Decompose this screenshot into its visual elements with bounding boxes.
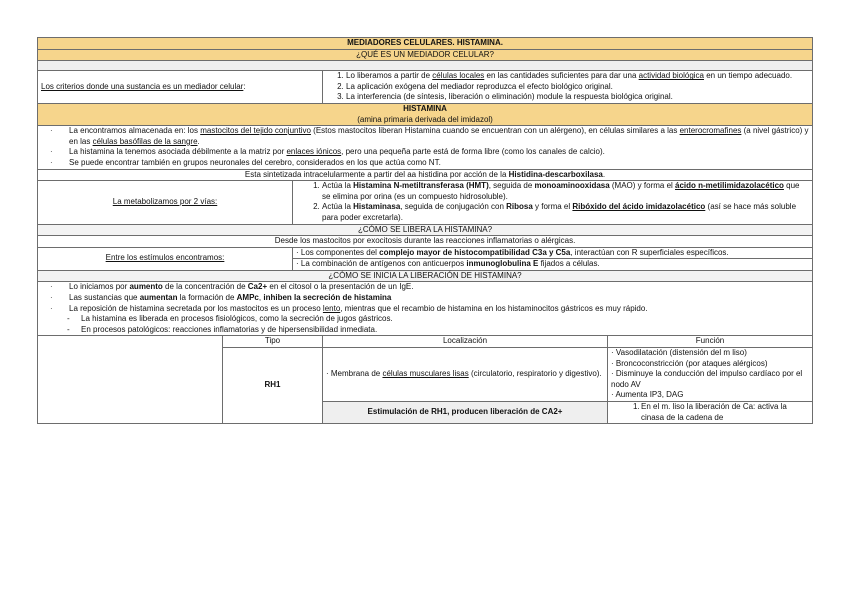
receptor-function-cell: [608, 348, 813, 402]
criteria-text: en las cantidades suficientes para dar una: [484, 71, 639, 81]
init-subpoint: - La histamina es liberada en procesos fisiológicos, como la secreción de jugos gástricos.: [41, 314, 809, 325]
criteria-colon: :: [243, 81, 246, 91]
text: de la concentración de: [162, 282, 248, 292]
receptor-type: RH1: [223, 348, 323, 424]
document-page: [37, 37, 812, 424]
stimuli-label-cell: [38, 247, 293, 270]
metabolism-list-cell: [293, 181, 813, 224]
metabolism-route: [322, 181, 809, 202]
text: la formación de: [177, 293, 237, 303]
criteria-label: Los criterios donde una sustancia es un mediador celular: [41, 81, 244, 91]
underlined-text: enlaces iónicos: [286, 147, 342, 157]
criteria-underlined: actividad biológica: [638, 71, 704, 81]
bold-text: inhiben la secreción de histamina: [263, 293, 392, 303]
section-heading-release: ¿CÓMO SE LIBERA LA HISTAMINA?: [38, 224, 813, 236]
init-list: [41, 282, 809, 314]
bold-text: Histamina N-metiltransferasa (HMT): [353, 181, 489, 191]
receptor-location-cell: [323, 348, 608, 402]
bold-text: aumento: [129, 282, 163, 292]
document-title: MEDIADORES CELULARES. HISTAMINA.: [38, 38, 813, 50]
function-item: · Aumenta IP3, DAG: [611, 390, 684, 400]
receptor-header-type: Tipo: [223, 336, 323, 348]
underlined-text: lento: [322, 303, 341, 313]
init-point: [41, 304, 809, 315]
spacer-row: [38, 61, 813, 71]
text: , interactúan con R superficiales específicos.: [570, 247, 729, 257]
bold-text: complejo mayor de histocompatibilidad C3a y C5a: [379, 247, 571, 257]
bold-text: inmunoglobulina E: [466, 259, 539, 269]
location-point: [41, 126, 809, 147]
effect-text: En el m. liso la liberación de Ca: activa la cinasa de la cadena de: [641, 402, 787, 422]
receptor-effect-cell: [608, 402, 813, 424]
release-line: Desde los mastocitos por exocitosis durante las reacciones inflamatorias o alérgicas.: [38, 236, 813, 248]
histamine-title: HISTAMINA: [403, 103, 447, 113]
function-item: · Disminuye la conducción del impulso cardíaco por el nodo AV: [611, 369, 803, 389]
synthesis-cell: [38, 169, 813, 181]
text: · Membrana de: [326, 369, 383, 379]
criteria-underlined: células locales: [432, 71, 485, 81]
text: , mientras que el recambio de histamina en los histaminocitos gástricos es muy rápido.: [340, 303, 648, 313]
text: (MAO) y forma el: [609, 181, 676, 191]
text: La encontramos almacenada en: los: [69, 126, 201, 136]
bold-underlined-text: ácido n-metilimidazolacético: [675, 181, 784, 191]
text: · La combinación de antígenos con anticuerpos: [296, 259, 467, 269]
location-cell: [38, 126, 813, 169]
bold-underlined-text: Ribóxido del ácido imidazolacético: [572, 202, 706, 212]
text: .: [602, 169, 606, 179]
section-heading-what-is: ¿QUÉ ES UN MEDIADOR CELULAR?: [38, 49, 813, 61]
bold-text: Histaminasa: [353, 202, 401, 212]
criteria-item: [346, 71, 809, 82]
init-point: [41, 282, 809, 293]
text: La histamina la tenemos asociada débilmente a la matriz por: [69, 147, 287, 157]
text: La reposición de histamina secretada por los mastocitos es un proceso: [69, 303, 323, 313]
receptor-blank-cell: [38, 336, 223, 424]
text: , pero una pequeña parte está de forma libre (como los canales de calcio).: [341, 147, 605, 157]
text: (circulatorio, respiratorio y digestivo).: [468, 369, 602, 379]
location-point: · Se puede encontrar también en grupos neuronales del cerebro, considerados en los que actúa como NT.: [41, 158, 809, 169]
text: fijados a células.: [538, 259, 600, 269]
underlined-text: células musculares lisas: [382, 369, 469, 379]
text: Esta sintetizada intracelularmente a partir del aa histidina por acción de la: [244, 169, 509, 179]
text: (así se hace más soluble para poder excretarla).: [322, 202, 797, 222]
text: , seguida de: [488, 181, 535, 191]
stimulus-cell: [293, 247, 813, 259]
function-item: · Vasodilatación (distensión del m liso): [611, 348, 747, 358]
text: (Estos mastocitos liberan Histamina cuando se encuentran con un alérgeno), en células similares a las: [310, 126, 680, 136]
text: Actúa la: [322, 181, 354, 191]
section-heading-init: ¿CÓMO SE INICIA LA LIBERACIÓN DE HISTAMINA?: [38, 270, 813, 282]
text: .: [197, 136, 200, 146]
function-item: · Broncoconstricción (por ataques alérgicos): [611, 358, 768, 368]
receptor-stimulation: Estimulación de RH1, producen liberación de CA2+: [323, 402, 608, 424]
effect-item: [611, 402, 809, 423]
receptor-header-function: Función: [608, 336, 813, 348]
metabolism-label: La metabolizamos por 2 vías:: [112, 197, 218, 207]
criteria-item: 2. La aplicación exógena del mediador reproduzca el efecto biológico original.: [346, 82, 809, 93]
criteria-label-cell: [38, 71, 323, 104]
init-point: [41, 293, 809, 304]
text: Actúa la: [322, 202, 354, 212]
criteria-text: en un tiempo adecuado.: [704, 71, 793, 81]
text: que se elimina por orina (es un compuesto hidrosoluble).: [322, 181, 800, 201]
text: y forma el: [532, 202, 573, 212]
criteria-list: [326, 71, 809, 103]
text: , seguida de conjugación con: [400, 202, 507, 212]
init-cell: [38, 282, 813, 336]
underlined-text: células basófilas de la sangre: [92, 136, 198, 146]
underlined-text: enterocromafines: [679, 126, 742, 136]
bold-text: Histidina-descarboxilasa: [508, 169, 603, 179]
bold-text: Ribosa: [506, 202, 533, 212]
metabolism-label-cell: [38, 181, 293, 224]
init-subpoint: - En procesos patológicos: reacciones inflamatorias y de hipersensibilidad inmediata.: [41, 325, 809, 336]
criteria-text: Lo liberamos a partir de: [346, 71, 433, 81]
text: ,: [258, 293, 264, 303]
location-point: [41, 147, 809, 158]
stimulus-cell: [293, 259, 813, 271]
bold-text: Ca2+: [247, 282, 268, 292]
histamine-table: [37, 37, 813, 424]
bold-text: aumentan: [139, 293, 178, 303]
text: Lo iniciamos por: [69, 282, 130, 292]
text: (a nivel gástrico) y en las: [69, 126, 809, 146]
text: en el citosol o la presentación de un IgE.: [267, 282, 414, 292]
histamine-heading-cell: [38, 103, 813, 125]
underlined-text: mastocitos del tejido conjuntivo: [200, 126, 311, 136]
criteria-item: 3. La interferencia (de síntesis, liberación o eliminación) module la respuesta biológica original.: [346, 92, 809, 103]
bold-text: AMPc: [236, 293, 259, 303]
effect-number: 1.: [633, 402, 640, 411]
criteria-list-cell: [323, 71, 813, 104]
stimuli-label: Entre los estímulos encontramos:: [105, 253, 225, 263]
receptor-header-location: Localización: [323, 336, 608, 348]
location-list: [41, 126, 809, 168]
metabolism-list: [296, 181, 809, 223]
text: · Los componentes del: [296, 247, 380, 257]
init-sublist: [41, 314, 809, 335]
metabolism-route: [322, 202, 809, 223]
bold-text: monoaminooxidasa: [534, 181, 610, 191]
histamine-subtitle: (amina primaria derivada del imidazol): [357, 114, 493, 124]
text: Las sustancias que: [69, 293, 140, 303]
